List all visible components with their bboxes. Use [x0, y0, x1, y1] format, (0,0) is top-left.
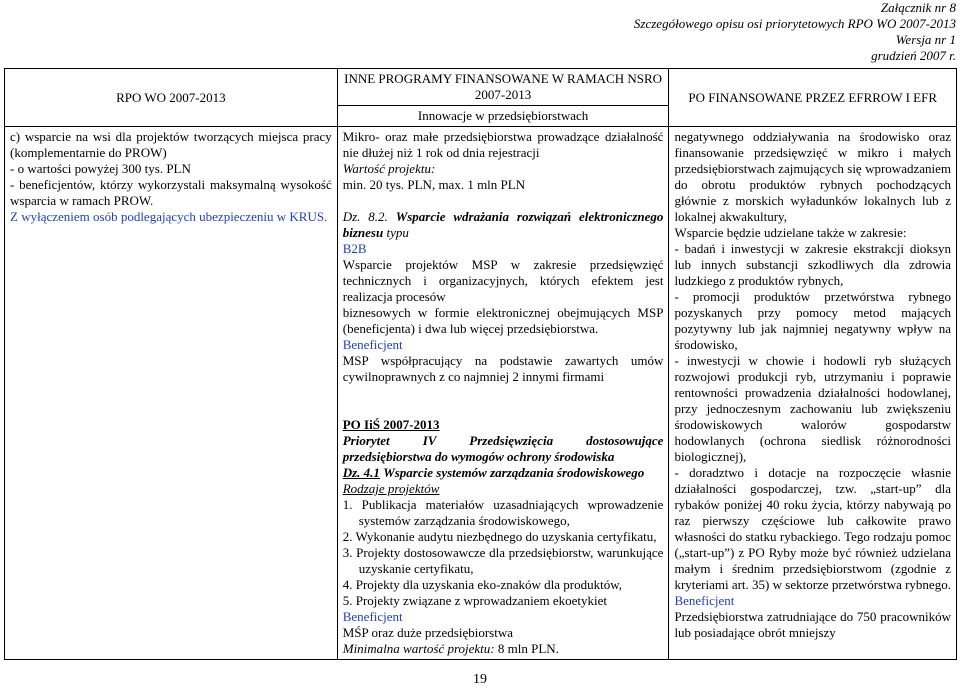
- col3-cell: [669, 127, 957, 660]
- col2-biznesowych: biznesowych w formie elektronicznej obejmujących MSP (beneficjenta) i dwa lub więcej przedsiębiorstwa.: [342, 305, 664, 336]
- col2-rodzaje: Rodzaje projektów: [342, 481, 440, 496]
- dz82-typ: typu: [386, 225, 409, 240]
- col2-title: INNE PROGRAMY FINANSOWANE W RAMACH NSRO 2007-2013: [337, 69, 669, 106]
- col2-minimalna: [343, 641, 664, 657]
- col3-paragraph: Wsparcie będzie udzielane także w zakresie:: [674, 225, 907, 240]
- header-date: grudzień 2007 r.: [871, 48, 956, 63]
- minimalna-value: 8 mln PLN.: [497, 641, 559, 656]
- dz82-title: Wsparcie wdrażania rozwiązań elektronicznego biznesu: [342, 209, 664, 240]
- col1-paragraph: - beneficjentów, którzy wykorzystali maksymalną wysokość wsparcia w ramach PROW.: [10, 177, 332, 208]
- col3-paragraph: Przedsiębiorstwa zatrudniające do 750 pracowników lub posiadające obrót mniejszy: [674, 609, 951, 640]
- col2-subhead: Innowacje w przedsiębiorstwach: [337, 106, 669, 127]
- col2-mikro: Mikro- oraz małe przedsiębiorstwa prowadzące działalność nie dłużej niż 1 rok od dnia rejestracji: [342, 129, 664, 160]
- col1-cell: [5, 127, 338, 660]
- dz41-title: Wsparcie systemów zarządzania środowiskowego: [383, 465, 645, 480]
- col2-beneficjent-label: Beneficjent: [342, 337, 403, 352]
- col2-project-list: [343, 497, 664, 609]
- col1-paragraph: c) wsparcie na wsi dla projektów tworzących miejsca pracy (komplementarnie do PROW): [10, 129, 332, 160]
- list-item: 4. Projekty dla uzyskania eko-znaków dla produktów,: [342, 577, 623, 592]
- page-number: 19: [473, 672, 487, 687]
- col2-cell: [337, 127, 669, 660]
- col3-beneficjent-label: Beneficjent: [674, 593, 735, 608]
- col2-priorytet: Priorytet IV Przedsięwzięcia dostosowujące przedsiębiorstwa do wymogów ochrony środowiska: [342, 433, 664, 464]
- col1-title: RPO WO 2007-2013: [5, 69, 338, 127]
- list-item: 1. Publikacja materiałów uzasadniających wprowadzenie systemów zarządzania środowiskowego,: [342, 497, 664, 528]
- dz82-label: Dz. 8.2.: [342, 209, 388, 224]
- minimalna-label: Minimalna wartość projektu:: [342, 641, 495, 656]
- col2-b2b: B2B: [342, 241, 367, 256]
- col1-paragraph: - o wartości powyżej 300 tys. PLN: [10, 161, 191, 176]
- comparison-table: [4, 68, 957, 660]
- header-description: Szczegółowego opisu osi priorytetowych RPO WO 2007-2013: [633, 16, 956, 31]
- col1-exclusion: Z wyłączeniem osób podlegających ubezpieczeniu w KRUS.: [10, 209, 328, 224]
- col3-paragraph: - inwestycji w chowie i hodowli ryb służących rozwojowi produkcji ryb, utrzymaniu i poprawie rentowności prowadzenia działalności hodowlanej, przy jednoczesnym zachowaniu lub zwiększeniu środowiskowych walorów gospodarstw hodowlanych (ochrona siedlisk różnorodności biologicznej),: [674, 353, 951, 464]
- col3-paragraph: - doradztwo i dotacje na rozpoczęcie własnie działalności gospodarczej, tzw. „start-up” dla rybaków poniżej 40 roku życia, którzy nabywają po raz pierwszy częściowe lub całkowite prawo własności do statku rybackiego. Tego rodzaju pomoc („start-up”) z PO Ryby może być również udzielana małym i średnim przedsiębiorstwom (zgodnie z kryteriami art. 35) w sektorze przetwórstwa rybnego.: [674, 465, 951, 592]
- col2-beneficjent2-text: MŚP oraz duże przedsiębiorstwa: [342, 625, 514, 640]
- list-item: 2. Wykonanie audytu niezbędnego do uzyskania certyfikatu,: [342, 529, 657, 544]
- header-annex: Załącznik nr 8: [880, 0, 956, 15]
- col2-wartosc-label: Wartość projektu:: [342, 161, 436, 176]
- col3-title: PO FINANSOWANE PRZEZ EFRROW I EFR: [669, 69, 957, 127]
- col3-paragraph: - promocji produktów przetwórstwa rybnego pozyskanych przy pomocy metod mających pozytywny lub jak najmniej negatywny wpływ na środowisko,: [674, 289, 951, 352]
- list-item: 3. Projekty dostosowawcze dla przedsiębiorstw, warunkujące uzyskanie certyfikatu,: [342, 545, 664, 576]
- col2-dz82: [343, 209, 664, 241]
- list-item: 5. Projekty związane z wprowadzaniem ekoetykiet: [342, 593, 607, 608]
- dz41-label: Dz. 4.1: [342, 465, 380, 480]
- table-body-row: [5, 127, 957, 660]
- col3-paragraph: - badań i inwestycji w zakresie ekstrakcji dioksyn lub innych substancji szkodliwych dla zdrowia ludzkiego z produktów rybnych,: [674, 241, 951, 288]
- document-header: [634, 0, 956, 64]
- table-header-row: [5, 69, 957, 106]
- col3-paragraph: negatywnego oddziaływania na środowisko oraz finansowanie przedsięwzięć w mikro i małych przedsiębiorstwach zajmujących się wprowadzaniem do obrotu produktów rybnych pochodzących głównie z morskich wyładunków lokalnych lub z lokalnej akwakultury,: [674, 129, 951, 224]
- col2-beneficjent-text: MSP współpracujący na podstawie zawartych umów cywilnoprawnych z co najmniej 2 innymi firmami: [342, 353, 664, 384]
- col2-po-iis: PO IiŚ 2007-2013: [342, 417, 440, 432]
- col2-dz41: [343, 465, 664, 481]
- col2-beneficjent2-label: Beneficjent: [342, 609, 403, 624]
- header-version: Wersja nr 1: [895, 32, 956, 47]
- col2-wartosc-value: min. 20 tys. PLN, max. 1 mln PLN: [342, 177, 526, 192]
- col2-wsparcie: Wsparcie projektów MSP w zakresie przedsięwzięć technicznych i organizacyjnych, których efektem jest realizacja procesów: [342, 257, 664, 304]
